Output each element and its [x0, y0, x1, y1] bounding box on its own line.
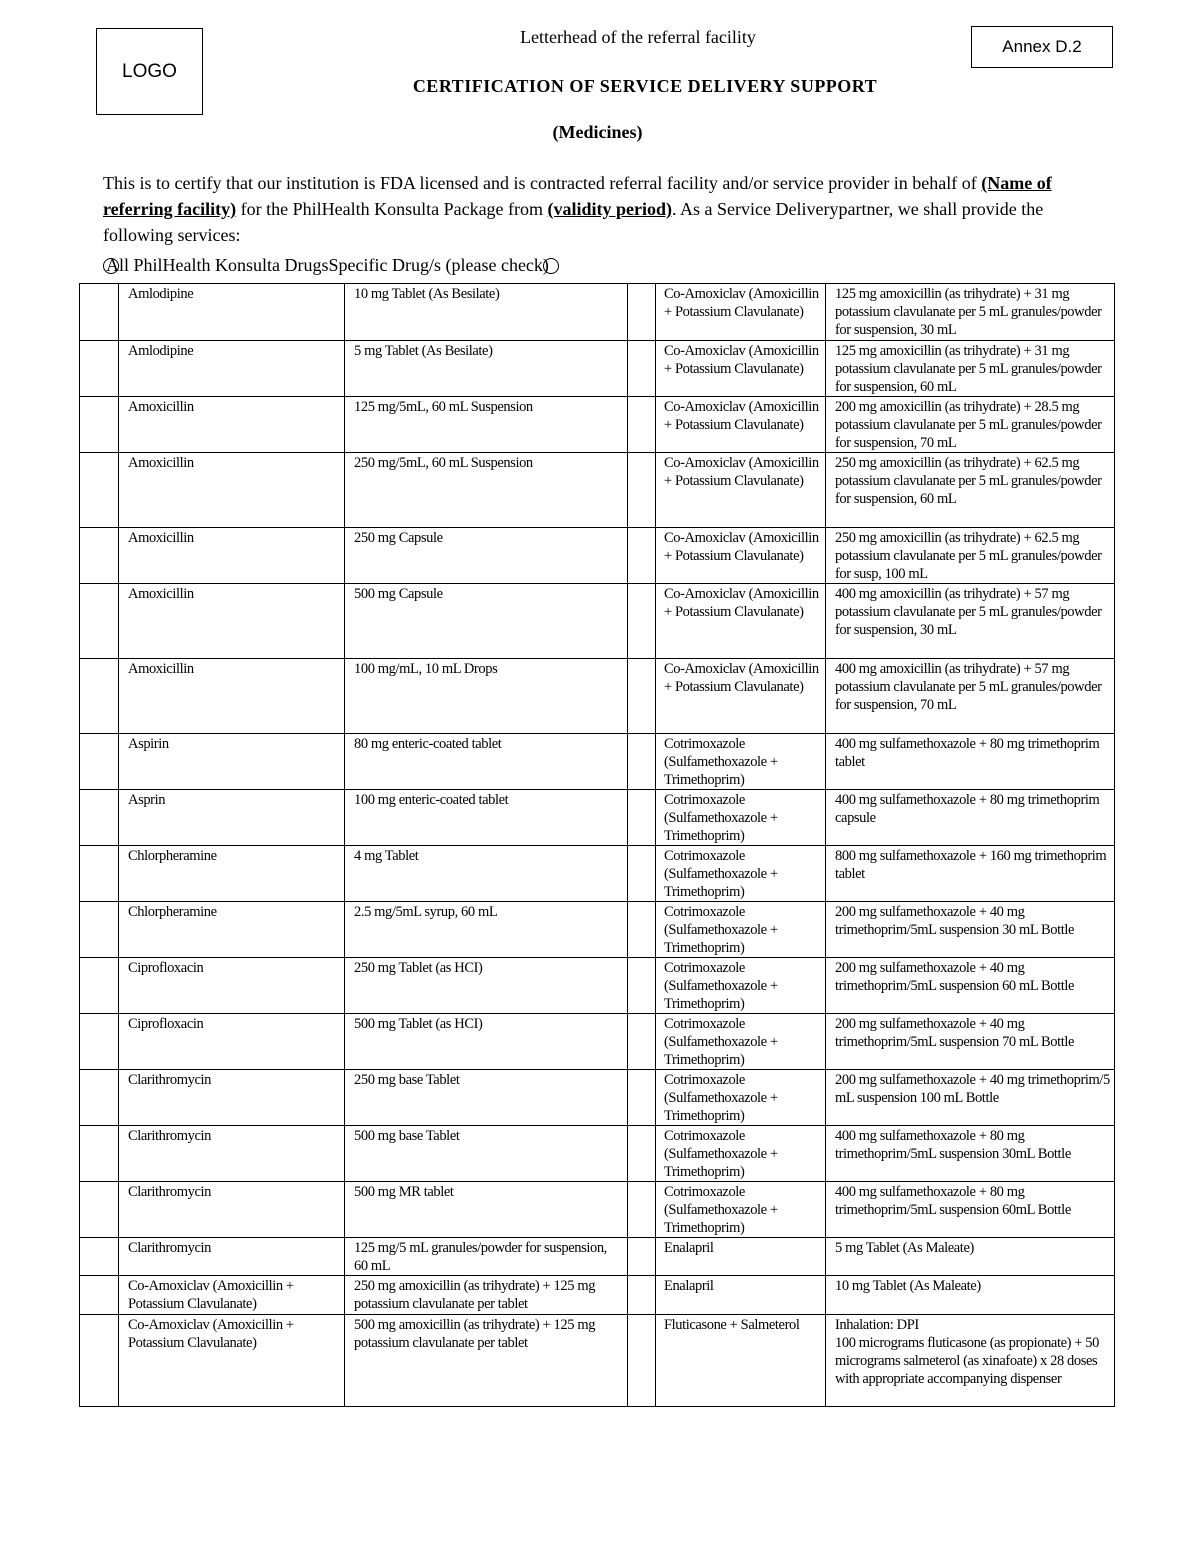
drug-description-cell: 125 mg amoxicillin (as trihydrate) + 31 mg potassium clavulanate per 5 mL granules/powder for suspension, 60 mL: [826, 341, 1115, 397]
drug-description-cell: 2.5 mg/5mL syrup, 60 mL: [345, 902, 628, 958]
drug-description-cell: 500 mg Tablet (as HCI): [345, 1014, 628, 1070]
check-cell-right[interactable]: [628, 1276, 656, 1315]
table-row: [80, 341, 1115, 397]
drug-name-cell: Amlodipine: [119, 284, 345, 341]
check-cell-right[interactable]: [628, 790, 656, 846]
check-cell-left[interactable]: [80, 902, 119, 958]
document-title: CERTIFICATION OF SERVICE DELIVERY SUPPORT: [412, 76, 878, 96]
drug-description-cell: 100 mg/mL, 10 mL Drops: [345, 659, 628, 734]
check-cell-right[interactable]: [628, 1238, 656, 1276]
drug-description-cell: 125 mg/5mL, 60 mL Suspension: [345, 397, 628, 453]
logo-text: LOGO: [122, 60, 177, 82]
table-row: [80, 1070, 1115, 1126]
annex-label-box: [971, 26, 1113, 68]
drug-description-cell: 200 mg sulfamethoxazole + 40 mg trimethoprim/5 mL suspension 100 mL Bottle: [826, 1070, 1115, 1126]
table-row: [80, 734, 1115, 790]
check-cell-left[interactable]: [80, 846, 119, 902]
drug-description-cell: 500 mg MR tablet: [345, 1182, 628, 1238]
check-cell-left[interactable]: [80, 584, 119, 659]
drug-description-cell: 5 mg Tablet (As Besilate): [345, 341, 628, 397]
drug-name-cell: Cotrimoxazole (Sulfamethoxazole + Trimethoprim): [656, 1182, 826, 1238]
all-drugs-label: All: [106, 255, 130, 275]
table-row: [80, 1014, 1115, 1070]
medicines-table: [79, 283, 1115, 1407]
drug-name-cell: Co-Amoxiclav (Amoxicillin + Potassium Clavulanate): [656, 284, 826, 341]
drug-name-cell: Clarithromycin: [119, 1182, 345, 1238]
intro-text-part2: for the PhilHealth Konsulta Package from: [236, 199, 548, 219]
referring-facility-field: (Name of referring facility): [103, 173, 1052, 219]
drug-description-cell: 400 mg sulfamethoxazole + 80 mg trimethoprim/5mL suspension 30mL Bottle: [826, 1126, 1115, 1182]
drug-description-cell: 250 mg amoxicillin (as trihydrate) + 125 mg potassium clavulanate per tablet: [345, 1276, 628, 1315]
drug-name-cell: Chlorpheramine: [119, 902, 345, 958]
drug-name-cell: Cotrimoxazole (Sulfamethoxazole + Trimethoprim): [656, 1070, 826, 1126]
intro-text-part3: . As a Service Deliverypartner, we shall provide the following services:: [103, 199, 1044, 245]
drug-name-cell: Amoxicillin: [119, 397, 345, 453]
drug-name-cell: Cotrimoxazole (Sulfamethoxazole + Trimethoprim): [656, 734, 826, 790]
drug-name-cell: Enalapril: [656, 1238, 826, 1276]
check-cell-left[interactable]: [80, 1238, 119, 1276]
drug-description-cell: Inhalation: DPI 100 micrograms fluticasone (as propionate) + 50 micrograms salmeterol (as xinafoate) x 28 doses with appropriate accompanying dispenser: [826, 1315, 1115, 1407]
drug-name-cell: Cotrimoxazole (Sulfamethoxazole + Trimethoprim): [656, 902, 826, 958]
drug-name-cell: Cotrimoxazole (Sulfamethoxazole + Trimethoprim): [656, 1126, 826, 1182]
table-row: [80, 1276, 1115, 1315]
specific-drugs-label: Specific Drug/s (please check): [328, 255, 549, 275]
check-cell-right[interactable]: [628, 902, 656, 958]
drug-name-cell: Co-Amoxiclav (Amoxicillin + Potassium Clavulanate): [656, 453, 826, 528]
table-row: [80, 453, 1115, 528]
drug-name-cell: Co-Amoxiclav (Amoxicillin + Potassium Clavulanate): [656, 659, 826, 734]
drug-description-cell: 10 mg Tablet (As Maleate): [826, 1276, 1115, 1315]
specific-drugs-radio[interactable]: [543, 258, 559, 274]
drug-name-cell: Cotrimoxazole (Sulfamethoxazole + Trimethoprim): [656, 846, 826, 902]
drug-name-cell: Co-Amoxiclav (Amoxicillin + Potassium Clavulanate): [119, 1315, 345, 1407]
check-cell-right[interactable]: [628, 958, 656, 1014]
drug-name-cell: Co-Amoxiclav (Amoxicillin + Potassium Clavulanate): [656, 584, 826, 659]
drug-description-cell: 5 mg Tablet (As Maleate): [826, 1238, 1115, 1276]
check-cell-left[interactable]: [80, 1126, 119, 1182]
drug-name-cell: Cotrimoxazole (Sulfamethoxazole + Trimethoprim): [656, 958, 826, 1014]
drug-name-cell: Amoxicillin: [119, 453, 345, 528]
drug-description-cell: 500 mg Capsule: [345, 584, 628, 659]
drug-name-cell: Co-Amoxiclav (Amoxicillin + Potassium Clavulanate): [656, 528, 826, 584]
check-cell-left[interactable]: [80, 1182, 119, 1238]
drug-description-cell: 200 mg sulfamethoxazole + 40 mg trimethoprim/5mL suspension 70 mL Bottle: [826, 1014, 1115, 1070]
check-cell-left[interactable]: [80, 659, 119, 734]
check-cell-right[interactable]: [628, 846, 656, 902]
drug-description-cell: 250 mg Capsule: [345, 528, 628, 584]
check-cell-right[interactable]: [628, 1014, 656, 1070]
drug-name-cell: Cotrimoxazole (Sulfamethoxazole + Trimethoprim): [656, 1014, 826, 1070]
check-cell-left[interactable]: [80, 397, 119, 453]
certification-paragraph: [103, 170, 1113, 248]
validity-period-field: (validity period): [547, 199, 673, 219]
check-cell-right[interactable]: [628, 659, 656, 734]
drug-name-cell: Ciprofloxacin: [119, 1014, 345, 1070]
check-cell-left[interactable]: [80, 958, 119, 1014]
drug-name-cell: Co-Amoxiclav (Amoxicillin + Potassium Clavulanate): [656, 341, 826, 397]
check-cell-left[interactable]: [80, 341, 119, 397]
table-row: [80, 528, 1115, 584]
drug-name-cell: Clarithromycin: [119, 1126, 345, 1182]
drug-description-cell: 200 mg sulfamethoxazole + 40 mg trimethoprim/5mL suspension 60 mL Bottle: [826, 958, 1115, 1014]
table-row: [80, 659, 1115, 734]
check-cell-left[interactable]: [80, 453, 119, 528]
check-cell-right[interactable]: [628, 1182, 656, 1238]
drug-description-cell: 400 mg amoxicillin (as trihydrate) + 57 mg potassium clavulanate per 5 mL granules/powder for suspension, 70 mL: [826, 659, 1115, 734]
drug-name-cell: Co-Amoxiclav (Amoxicillin + Potassium Clavulanate): [656, 397, 826, 453]
drug-description-cell: 125 mg/5 mL granules/powder for suspension, 60 mL: [345, 1238, 628, 1276]
drug-description-cell: 500 mg amoxicillin (as trihydrate) + 125 mg potassium clavulanate per tablet: [345, 1315, 628, 1407]
check-cell-right[interactable]: [628, 734, 656, 790]
table-row: [80, 790, 1115, 846]
drug-name-cell: Asprin: [119, 790, 345, 846]
drug-name-cell: Amoxicillin: [119, 659, 345, 734]
table-row: [80, 284, 1115, 341]
drug-description-cell: 250 mg amoxicillin (as trihydrate) + 62.5 mg potassium clavulanate per 5 mL granules/powder for suspension, 60 mL: [826, 453, 1115, 528]
drug-name-cell: Amoxicillin: [119, 584, 345, 659]
drug-name-cell: Aspirin: [119, 734, 345, 790]
drug-description-cell: 250 mg amoxicillin (as trihydrate) + 62.5 mg potassium clavulanate per 5 mL granules/powder for susp, 100 mL: [826, 528, 1115, 584]
drug-description-cell: 250 mg/5mL, 60 mL Suspension: [345, 453, 628, 528]
drug-description-cell: 200 mg amoxicillin (as trihydrate) + 28.5 mg potassium clavulanate per 5 mL granules/powder for suspension, 70 mL: [826, 397, 1115, 453]
table-row: [80, 846, 1115, 902]
drug-description-cell: 400 mg sulfamethoxazole + 80 mg trimethoprim/5mL suspension 60mL Bottle: [826, 1182, 1115, 1238]
table-row: [80, 584, 1115, 659]
all-drugs-suffix: PhilHealth Konsulta Drugs: [129, 255, 329, 275]
check-cell-right[interactable]: [628, 1126, 656, 1182]
check-cell-left[interactable]: [80, 528, 119, 584]
check-cell-left[interactable]: [80, 1070, 119, 1126]
drug-description-cell: 250 mg Tablet (as HCI): [345, 958, 628, 1014]
check-cell-right[interactable]: [628, 1070, 656, 1126]
check-cell-left[interactable]: [80, 734, 119, 790]
drug-name-cell: Ciprofloxacin: [119, 958, 345, 1014]
drug-description-cell: 400 mg sulfamethoxazole + 80 mg trimethoprim tablet: [826, 734, 1115, 790]
drug-name-cell: Amoxicillin: [119, 528, 345, 584]
table-row: [80, 397, 1115, 453]
drug-description-cell: 125 mg amoxicillin (as trihydrate) + 31 mg potassium clavulanate per 5 mL granules/powder for suspension, 30 mL: [826, 284, 1115, 341]
drug-coverage-options: [103, 253, 559, 277]
table-row: [80, 1182, 1115, 1238]
drug-description-cell: 200 mg sulfamethoxazole + 40 mg trimethoprim/5mL suspension 30 mL Bottle: [826, 902, 1115, 958]
check-cell-right[interactable]: [628, 1315, 656, 1407]
drug-name-cell: Cotrimoxazole (Sulfamethoxazole + Trimethoprim): [656, 790, 826, 846]
check-cell-left[interactable]: [80, 284, 119, 341]
drug-description-cell: 4 mg Tablet: [345, 846, 628, 902]
medicines-table-body: [80, 284, 1115, 1407]
check-cell-left[interactable]: [80, 790, 119, 846]
drug-description-cell: 10 mg Tablet (As Besilate): [345, 284, 628, 341]
check-cell-right[interactable]: [628, 284, 656, 341]
drug-name-cell: Enalapril: [656, 1276, 826, 1315]
intro-text-part1: This is to certify that our institution is FDA licensed and is contracted referral facility and/or service provider in behalf of: [103, 173, 982, 193]
drug-description-cell: 500 mg base Tablet: [345, 1126, 628, 1182]
annex-label: Annex D.2: [1002, 37, 1082, 56]
drug-description-cell: 100 mg enteric-coated tablet: [345, 790, 628, 846]
check-cell-right[interactable]: [628, 584, 656, 659]
table-row: [80, 958, 1115, 1014]
check-cell-right[interactable]: [628, 397, 656, 453]
drug-description-cell: 400 mg amoxicillin (as trihydrate) + 57 mg potassium clavulanate per 5 mL granules/powder for suspension, 30 mL: [826, 584, 1115, 659]
check-cell-right[interactable]: [628, 341, 656, 397]
drug-name-cell: Fluticasone + Salmeterol: [656, 1315, 826, 1407]
document-subtitle: (Medicines): [552, 122, 643, 142]
drug-name-cell: Amlodipine: [119, 341, 345, 397]
table-row: [80, 902, 1115, 958]
check-cell-left[interactable]: [80, 1276, 119, 1315]
drug-name-cell: Clarithromycin: [119, 1070, 345, 1126]
letterhead-text: Letterhead of the referral facility: [520, 27, 756, 47]
table-row: [80, 1315, 1115, 1407]
drug-name-cell: Co-Amoxiclav (Amoxicillin + Potassium Clavulanate): [119, 1276, 345, 1315]
drug-description-cell: 250 mg base Tablet: [345, 1070, 628, 1126]
drug-name-cell: Clarithromycin: [119, 1238, 345, 1276]
check-cell-left[interactable]: [80, 1315, 119, 1407]
table-row: [80, 1238, 1115, 1276]
drug-name-cell: Chlorpheramine: [119, 846, 345, 902]
drug-description-cell: 80 mg enteric-coated tablet: [345, 734, 628, 790]
check-cell-left[interactable]: [80, 1014, 119, 1070]
check-cell-right[interactable]: [628, 528, 656, 584]
drug-description-cell: 400 mg sulfamethoxazole + 80 mg trimethoprim capsule: [826, 790, 1115, 846]
check-cell-right[interactable]: [628, 453, 656, 528]
drug-description-cell: 800 mg sulfamethoxazole + 160 mg trimethoprim tablet: [826, 846, 1115, 902]
table-row: [80, 1126, 1115, 1182]
